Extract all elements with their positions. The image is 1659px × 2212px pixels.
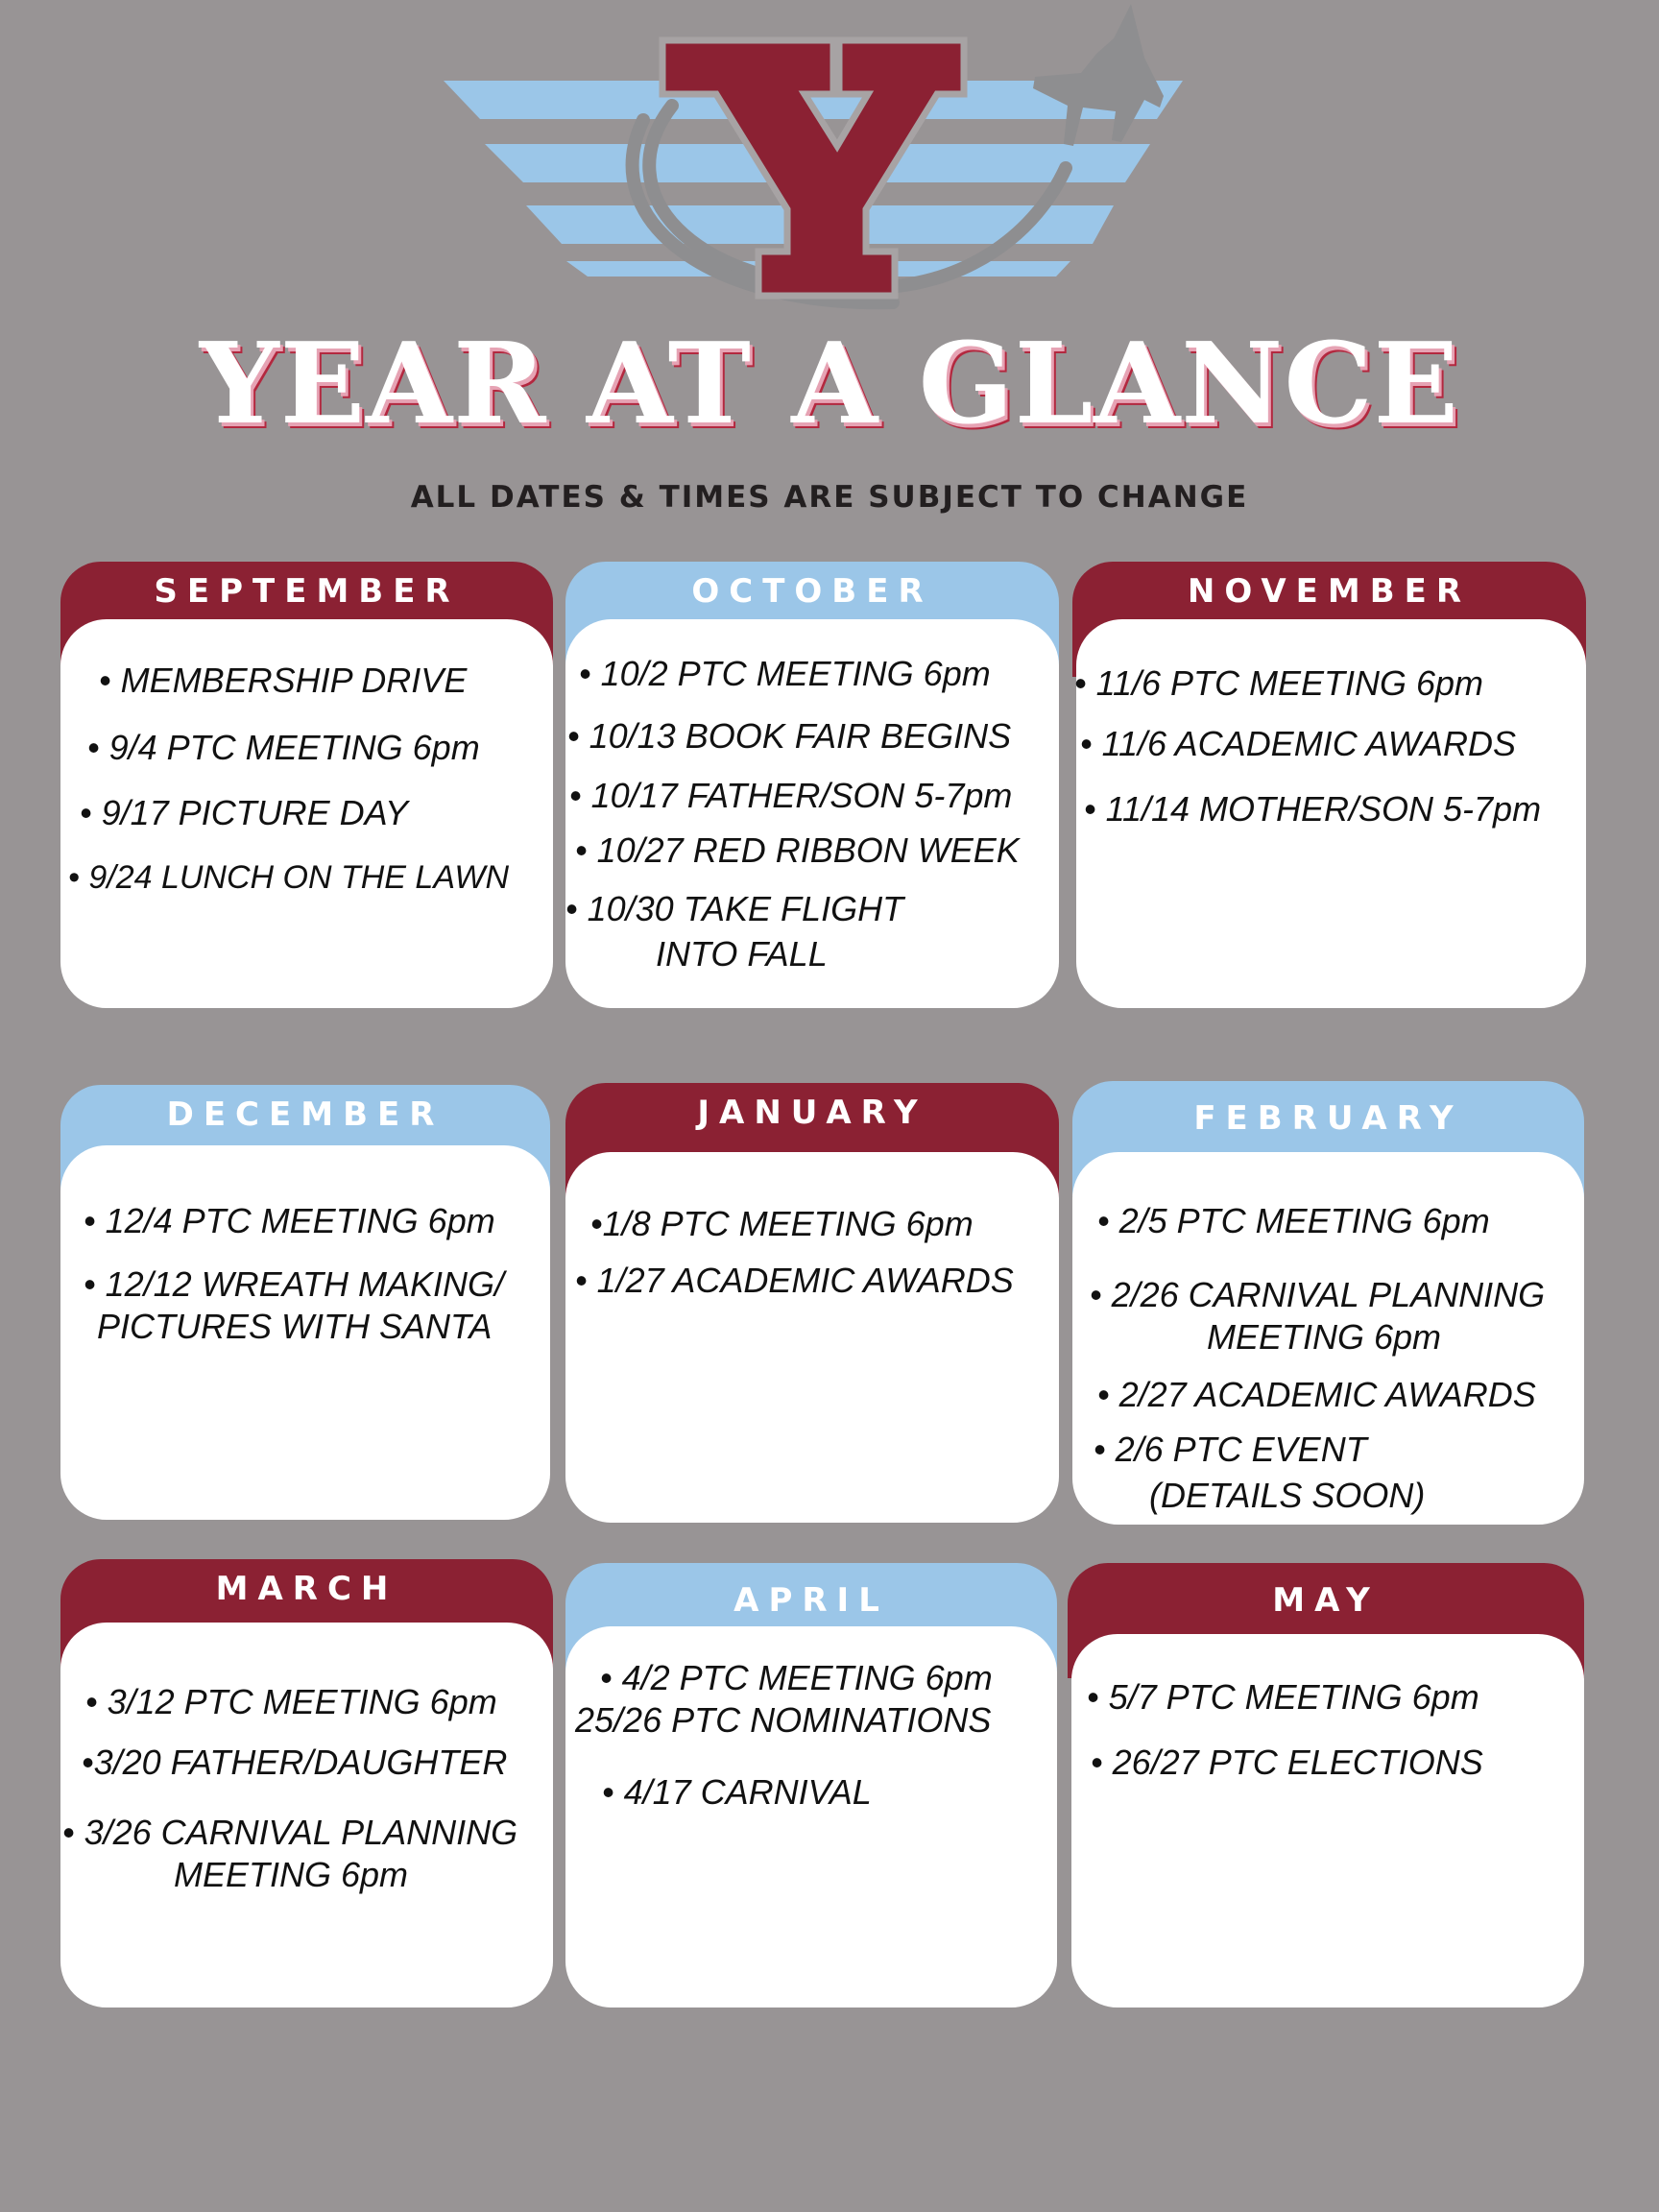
event-item: • 11/6 ACADEMIC AWARDS <box>1080 724 1517 763</box>
event-item: • 2/27 ACADEMIC AWARDS <box>1097 1375 1536 1414</box>
disclaimer-text: ALL DATES & TIMES ARE SUBJECT TO CHANGE <box>410 480 1249 515</box>
event-item: PICTURES WITH SANTA <box>97 1307 493 1346</box>
card-december <box>60 1085 550 1520</box>
event-item: • 2/6 PTC EVENT <box>1094 1430 1367 1469</box>
page-title: YEAR AT A GLANCE <box>199 319 1460 449</box>
event-item: MEETING 6pm <box>1207 1317 1442 1357</box>
event-item: • 4/2 PTC MEETING 6pm <box>600 1658 993 1697</box>
event-item: • 10/27 RED RIBBON WEEK <box>575 830 1020 870</box>
card-january <box>565 1083 1059 1523</box>
month-label: MARCH <box>215 1570 398 1608</box>
event-item: • 10/30 TAKE FLIGHT <box>565 889 904 928</box>
event-item: • 11/14 MOTHER/SON 5-7pm <box>1084 789 1542 829</box>
event-item: • 3/26 CARNIVAL PLANNING <box>62 1813 518 1852</box>
month-label: APRIL <box>733 1581 889 1620</box>
month-label: SEPTEMBER <box>154 572 460 611</box>
event-item: • 4/17 CARNIVAL <box>602 1772 872 1812</box>
month-label: NOVEMBER <box>1187 572 1472 611</box>
event-item: • 12/12 WREATH MAKING/ <box>84 1264 505 1304</box>
event-item: • 3/12 PTC MEETING 6pm <box>85 1682 497 1721</box>
event-item: • 1/27 ACADEMIC AWARDS <box>575 1261 1014 1300</box>
event-item: •1/8 PTC MEETING 6pm <box>590 1204 974 1243</box>
event-item: (DETAILS SOON) <box>1149 1476 1426 1515</box>
event-item: • 2/5 PTC MEETING 6pm <box>1097 1201 1490 1240</box>
event-item: • 10/2 PTC MEETING 6pm <box>579 654 991 693</box>
event-item: • 9/24 LUNCH ON THE LAWN <box>68 859 510 896</box>
event-item: INTO FALL <box>656 934 828 974</box>
card-october <box>565 562 1059 1008</box>
event-item: • 11/6 PTC MEETING 6pm <box>1074 663 1484 703</box>
event-item: • 26/27 PTC ELECTIONS <box>1091 1743 1483 1782</box>
card-september <box>60 562 553 1008</box>
event-item: MEETING 6pm <box>174 1855 409 1894</box>
month-label: DECEMBER <box>166 1095 445 1134</box>
event-item: • 5/7 PTC MEETING 6pm <box>1087 1677 1479 1717</box>
event-item: • 9/4 PTC MEETING 6pm <box>87 728 480 767</box>
card-february <box>1072 1081 1584 1525</box>
event-item: • 12/4 PTC MEETING 6pm <box>84 1201 495 1240</box>
month-label: FEBRUARY <box>1193 1099 1463 1138</box>
event-item: • 10/17 FATHER/SON 5-7pm <box>569 776 1013 815</box>
jet-icon <box>1033 4 1164 146</box>
card-november <box>1072 562 1586 1008</box>
month-label: OCTOBER <box>691 572 933 611</box>
card-march <box>60 1559 553 2008</box>
card-may <box>1068 1563 1584 2008</box>
event-item: 25/26 PTC NOMINATIONS <box>575 1700 992 1740</box>
event-item: • MEMBERSHIP DRIVE <box>99 661 468 700</box>
school-logo <box>0 0 1659 326</box>
event-item: •3/20 FATHER/DAUGHTER <box>82 1743 508 1782</box>
event-item: • 2/26 CARNIVAL PLANNING <box>1090 1275 1546 1314</box>
event-item: • 9/17 PICTURE DAY <box>80 793 409 832</box>
month-label: MAY <box>1272 1581 1380 1620</box>
card-april <box>565 1563 1057 2008</box>
event-item: • 10/13 BOOK FAIR BEGINS <box>567 716 1012 756</box>
month-label: JANUARY <box>697 1094 927 1132</box>
